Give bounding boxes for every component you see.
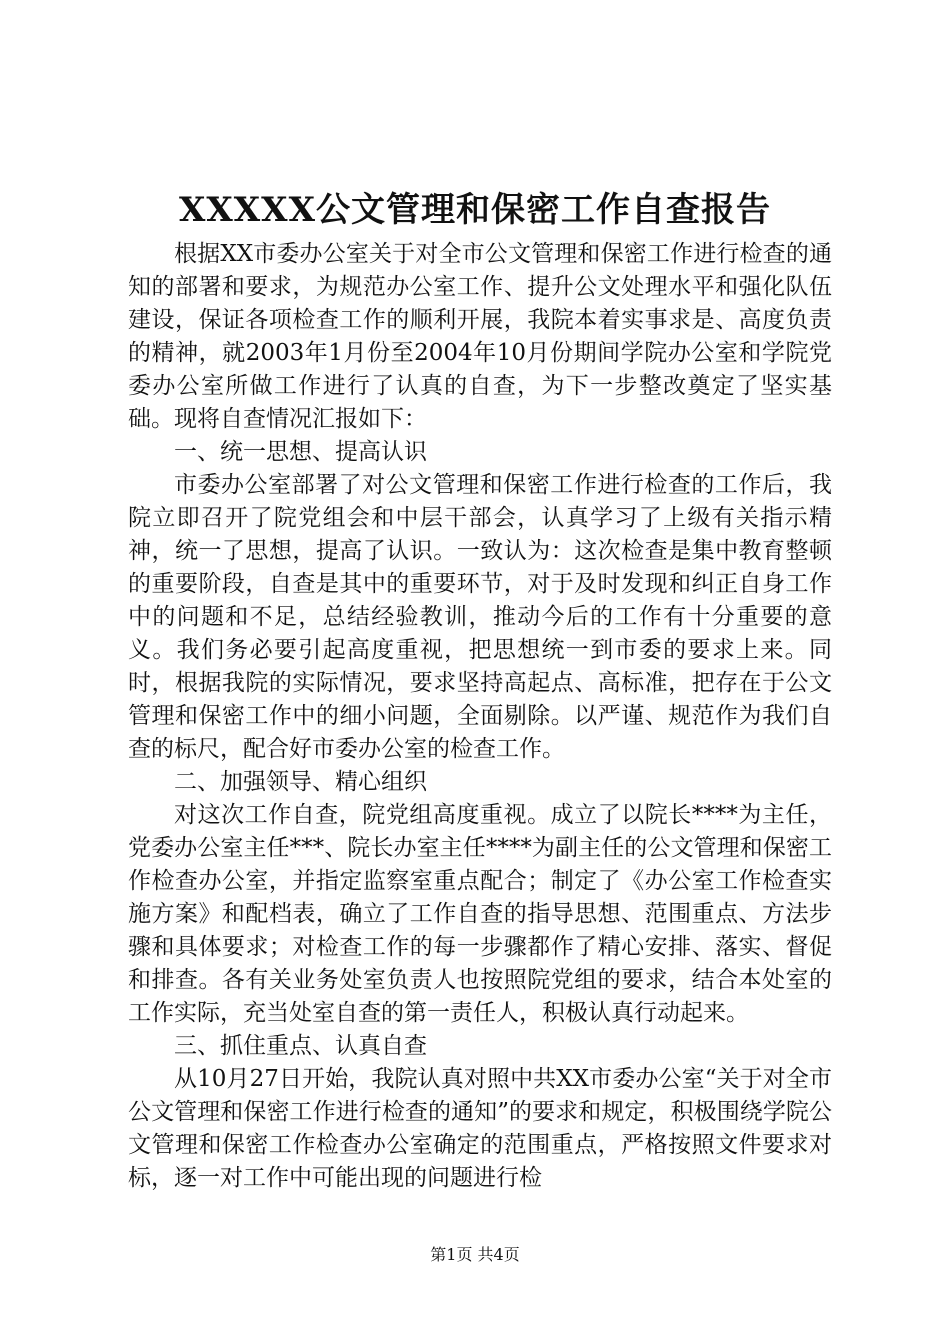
paragraph-section-1: 市委办公室部署了对公文管理和保密工作进行检查的工作后，我院立即召开了院党组会和中层干部会，认真学习了上级有关指示精神，统一了思想，提高了认识。一致认为：这次检查是集中教育整顿的重要阶段，自查是其中的重要环节，对于及时发现和纠正自身工作中的问题和不足，总结经验教训，推动今后的工作有十分重要的意义。我们务必要引起高度重视，把思想统一到市委的要求上来。同时，根据我院的实际情况，要求坚持高起点、高标准，把存在于公文管理和保密工作中的细小问题，全面剔除。以严谨、规范作为我们自查的标尺，配合好市委办公室的检查工作。 (128, 472, 832, 762)
section-heading-3: 三、抓住重点、认真自查 (174, 1033, 427, 1059)
paragraph-section-2: 对这次工作自查，院党组高度重视。成立了以院长****为主任，党委办公室主任***、院长办室主任****为副主任的公文管理和保密工作检查办公室，并指定监察室重点配合；制定了《办公室工作检查实施方案》和配档表，确立了工作自查的指导思想、范围重点、方法步骤和具体要求；对检查工作的每一步骤都作了精心安排、落实、督促和排查。各有关业务处室负责人也按照院党组的要求，结合本处室的工作实际，充当处室自查的第一责任人，积极认真行动起来。 (128, 802, 832, 1026)
section-heading-1: 一、统一思想、提高认识 (174, 439, 427, 465)
paragraph-section-3: 从10月27日开始，我院认真对照中共XX市委办公室“关于对全市公文管理和保密工作进行检查的通知”的要求和规定，积极围绕学院公文管理和保密工作检查办公室确定的范围重点，严格按照文件要求对标，逐一对工作中可能出现的问题进行检 (128, 1066, 832, 1191)
page-footer: 第1页 共4页 (430, 1245, 520, 1264)
paragraph-intro: 根据XX市委办公室关于对全市公文管理和保密工作进行检查的通知的部署和要求，为规范办公室工作、提升公文处理水平和强化队伍建设，保证各项检查工作的顺利开展，我院本着实事求是、高度负责的精神，就2003年1月份至2004年10月份期间学院办公室和学院党委办公室所做工作进行了认真的自查，为下一步整改奠定了坚实基础。现将自查情况汇报如下： (128, 241, 832, 432)
section-heading-2: 二、加强领导、精心组织 (174, 769, 427, 795)
document-body (128, 238, 832, 1195)
document-title: XXXXX公文管理和保密工作自查报告 (179, 190, 771, 230)
